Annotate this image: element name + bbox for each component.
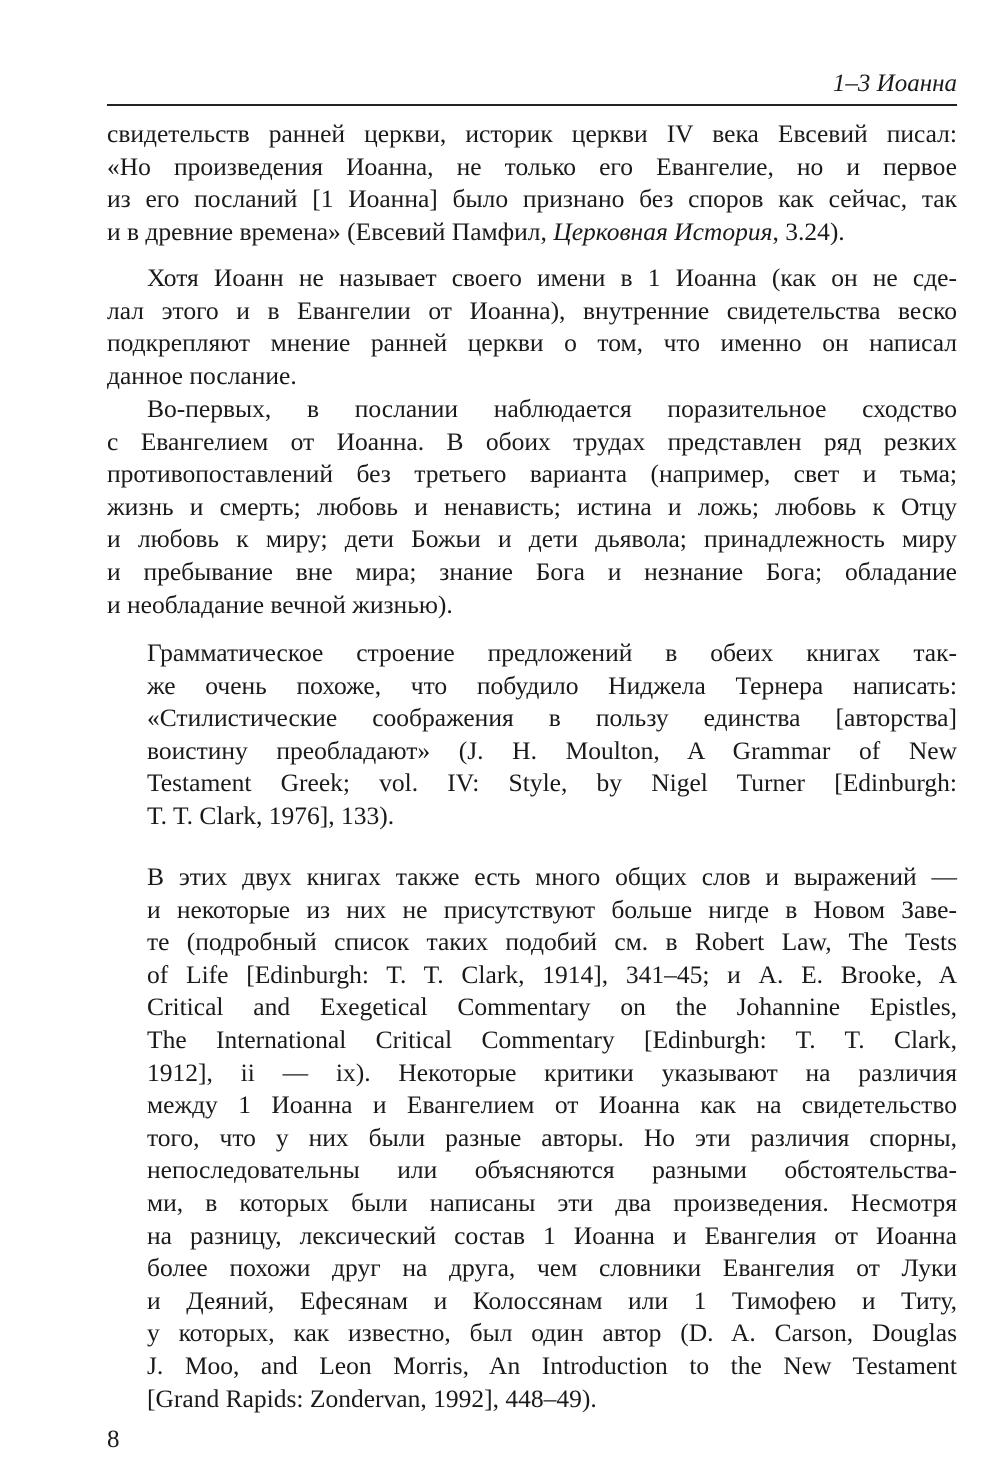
text-line: Хотя Иоанн не называет своего имени в 1 Иоанна (как он не сде- <box>147 263 957 292</box>
text-line: и необладание вечной жизнью). <box>107 589 453 619</box>
text-line: же очень похоже, что побудило Ниджела Тернера написать: <box>147 670 957 700</box>
quotation-block <box>147 637 957 833</box>
text-line: of Life [Edinburgh: T. T. Clark, 1914], 341–45; и A. E. Brooke, A <box>147 959 957 989</box>
text-line: с Евангелием от Иоанна. В обоих трудах представлен ряд резких <box>107 426 957 456</box>
text-line: и некоторые из них не присутствуют больше нигде в Новом Заве- <box>147 894 957 924</box>
paragraph <box>107 262 957 392</box>
text-line: лал этого и в Евангелии от Иоанна), внутренние свидетельства веско <box>107 295 957 325</box>
text-line: свидетельств ранней церкви, историк церкви IV века Евсевий писал: <box>107 119 957 148</box>
running-header <box>107 64 957 106</box>
text-line: противопоставлений без третьего варианта (например, свет и тьма; <box>107 459 957 489</box>
text-line: подкрепляют мнение ранней церкви о том, что именно он написал <box>107 328 957 358</box>
text-line: того, что у них были разные авторы. Но эти различия спорны, <box>147 1122 957 1152</box>
text-line <box>107 216 957 249</box>
text-segment: и в древние времена» (Евсевий Памфил, <box>107 216 554 246</box>
paragraph <box>107 118 957 248</box>
text-line: данное послание. <box>107 360 297 390</box>
text-line: те (подробный список таких подобий см. в Robert Law, The Tests <box>147 927 957 957</box>
text-line: J. Moo, and Leon Morris, An Introduction to the New Testament <box>147 1350 957 1380</box>
text-line: Critical and Exegetical Commentary on the Johannine Epistles, <box>147 992 957 1022</box>
text-line: и пребывание вне мира; знание Бога и незнание Бога; обладание <box>107 556 957 586</box>
text-line: «Но произведения Иоанна, не только его Евангелие, но и первое <box>107 151 957 181</box>
text-line: ми, в которых были написаны эти два произведения. Несмотря <box>147 1187 957 1217</box>
running-title: 1–3 Иоанна <box>832 70 957 97</box>
text-line: и Деяний, Ефесянам и Колоссянам или 1 Тимофею и Титу, <box>147 1285 957 1315</box>
text-line: T. T. Clark, 1976], 133). <box>147 800 395 830</box>
text-line: Во-первых, в послании наблюдается поразительное сходство <box>147 394 957 423</box>
text-line: 1912], ii — ix). Некоторые критики указывают на различия <box>147 1057 957 1087</box>
text-line: В этих двух книгах также есть много общих слов и выражений — <box>147 862 957 891</box>
text-line: Testament Greek; vol. IV: Style, by Nigel Turner [Edinburgh: <box>147 768 957 798</box>
text-line: и любовь к миру; дети Божьи и дети дьявола; принадлежность миру <box>107 524 957 554</box>
text-line: у которых, как известно, был один автор (D. A. Carson, Douglas <box>147 1318 957 1348</box>
text-line: между 1 Иоанна и Евангелием от Иоанна как на свидетельство <box>147 1090 957 1120</box>
text-line: на разницу, лексический состав 1 Иоанна и Евангелия от Иоанна <box>147 1220 957 1250</box>
text-line: воистину преобладают» (J. H. Moulton, A Grammar of New <box>147 735 957 765</box>
text-line: «Стилистические соображения в пользу единства [авторства] <box>147 703 957 733</box>
text-line: The International Critical Commentary [Edinburgh: T. T. Clark, <box>147 1024 957 1054</box>
text-segment: , 3.24). <box>772 216 845 246</box>
paragraph <box>107 393 957 621</box>
text-line: более похожи друг на друга, чем словники Евангелия от Луки <box>147 1253 957 1283</box>
text-line: жизнь и смерть; любовь и ненависть; истина и ложь; любовь к Отцу <box>107 491 957 521</box>
text-line: непоследовательны или объясняются разными обстоятельства- <box>147 1155 957 1185</box>
italic-title: Церковная История <box>553 216 773 246</box>
text-line: из его посланий [1 Иоанна] было признано без споров как сейчас, так <box>107 184 957 214</box>
text-line: Грамматическое строение предложений в обеих книгах так- <box>147 638 957 667</box>
quotation-block <box>147 861 957 1415</box>
page-number: 8 <box>107 1426 120 1453</box>
text-line: [Grand Rapids: Zondervan, 1992], 448–49). <box>147 1383 597 1413</box>
